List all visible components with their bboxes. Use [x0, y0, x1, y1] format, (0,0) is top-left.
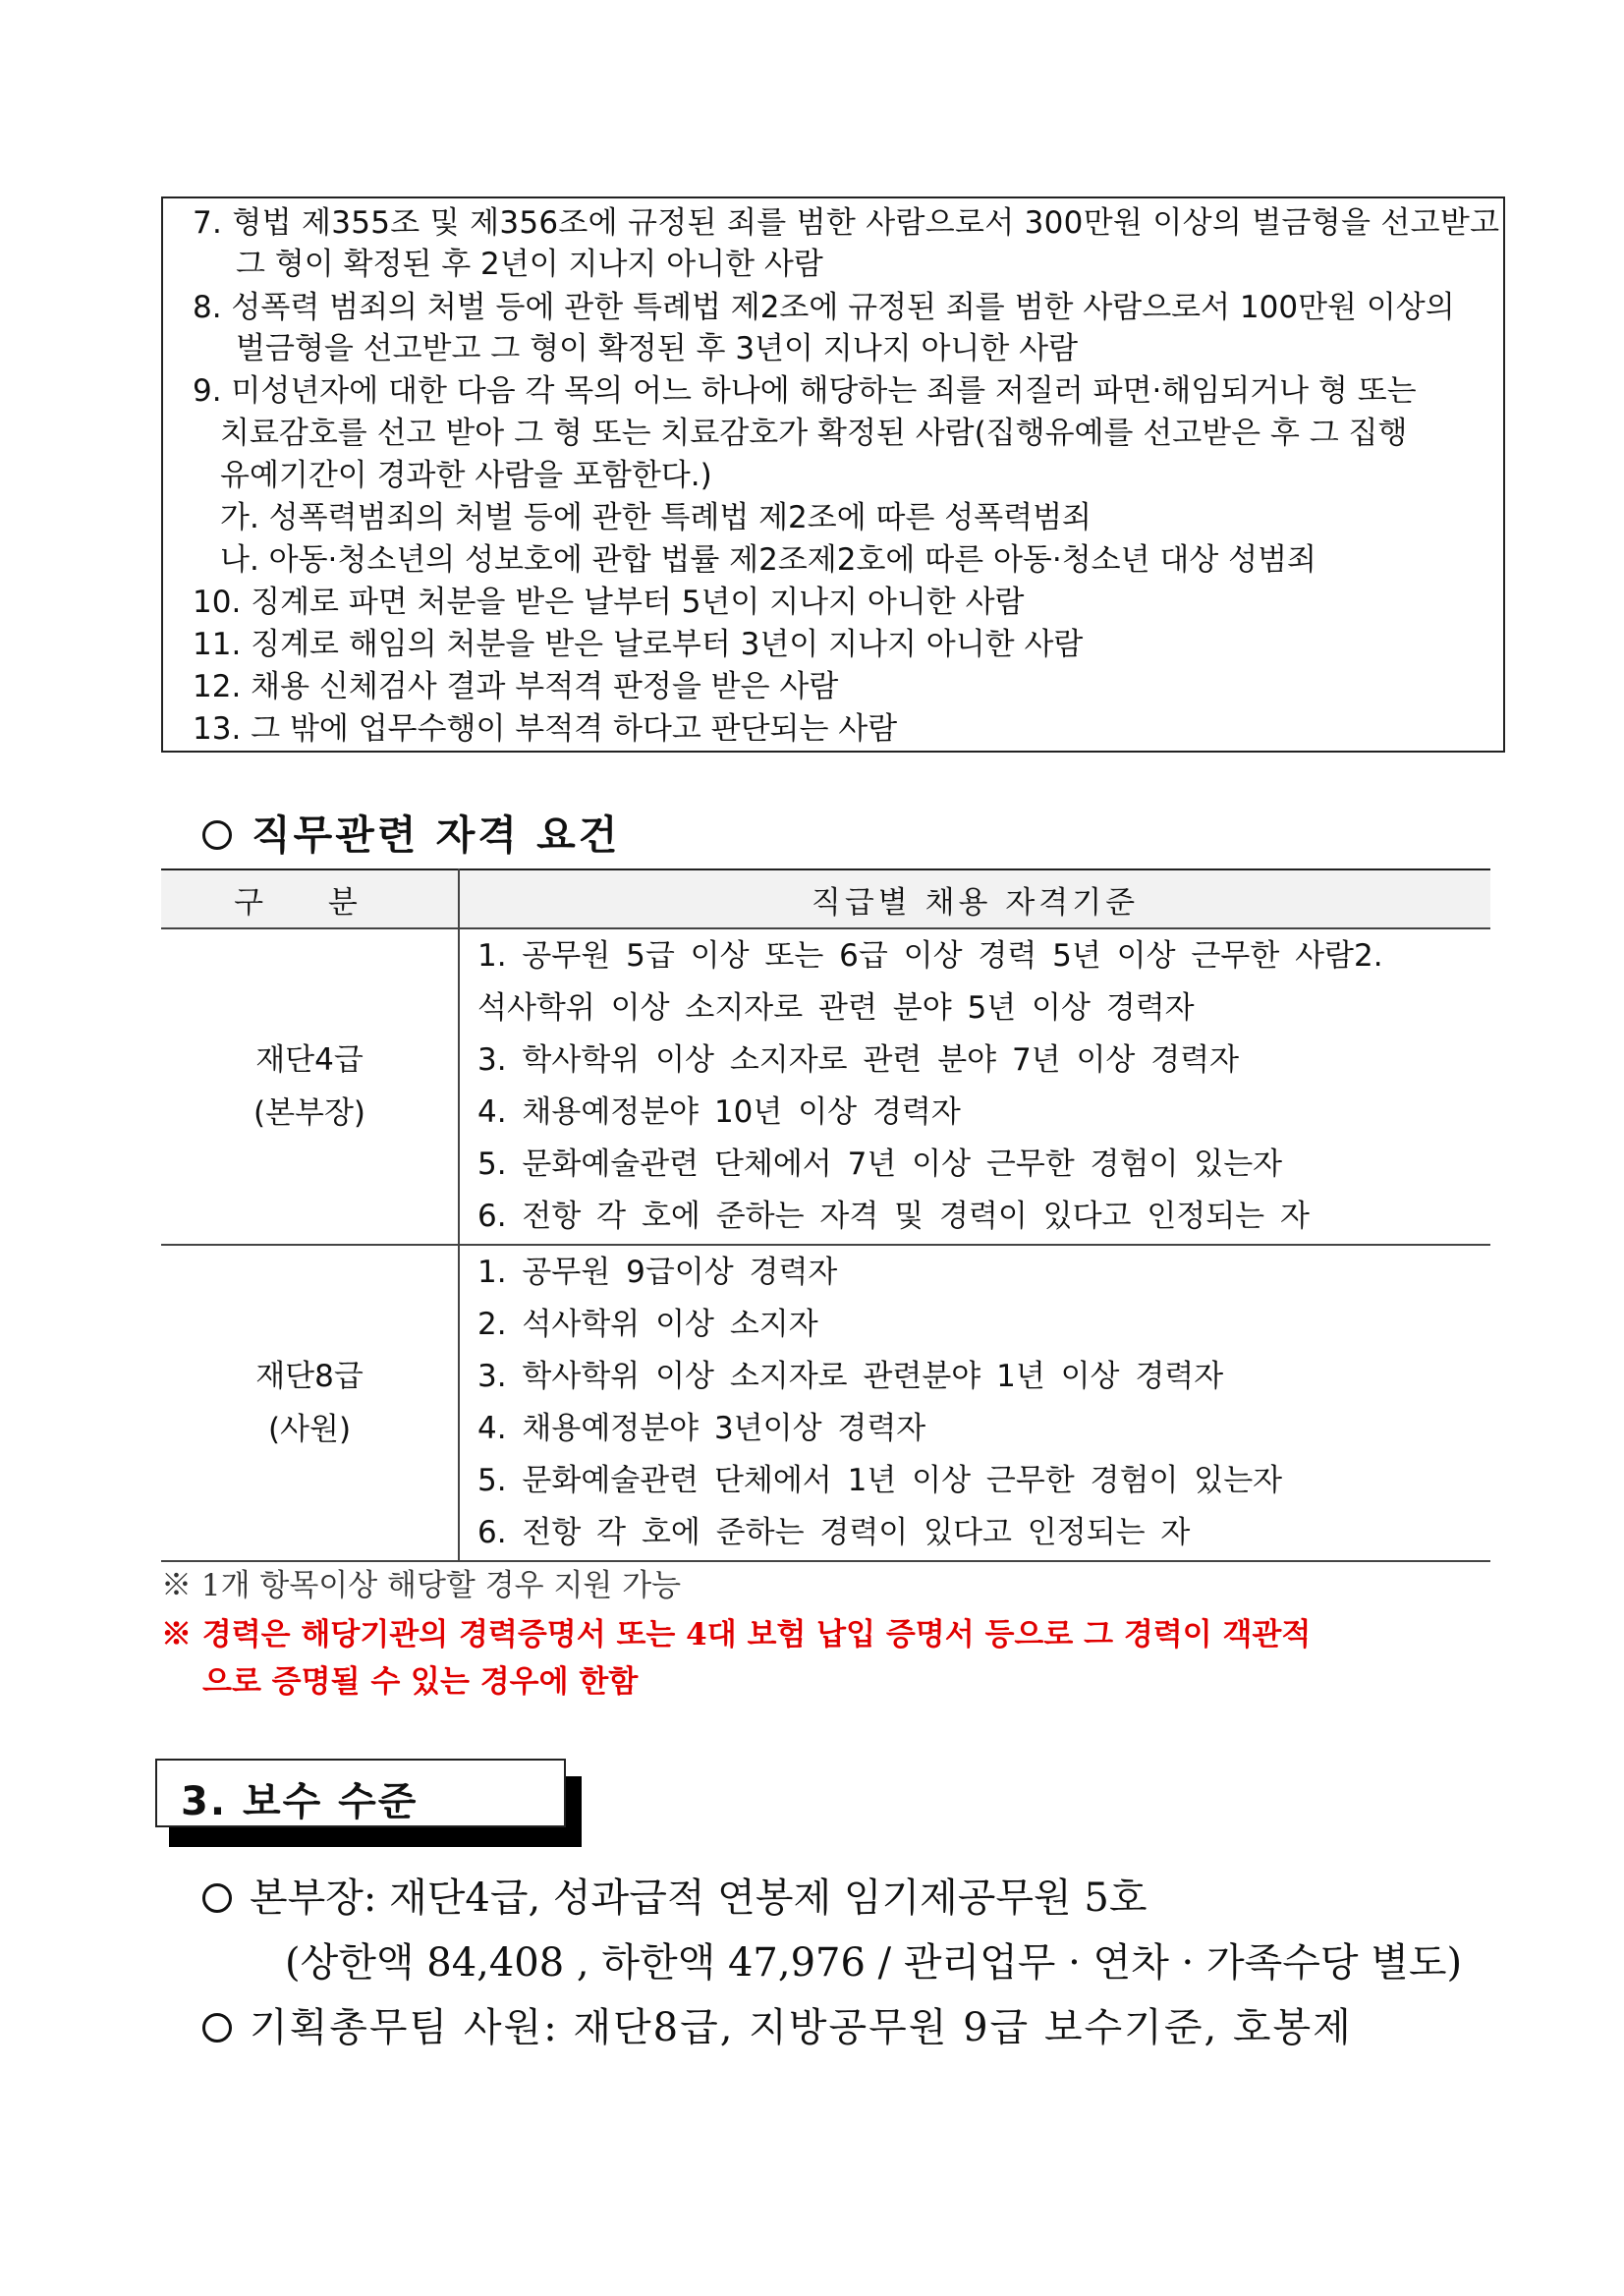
- disqualification-item-9-ga: 가. 성폭력범죄의 처벌 등에 관한 특례법 제2조에 따른 성폭력범죄: [220, 500, 1092, 535]
- column-header-category: 구 분: [161, 869, 459, 928]
- grade-role: (사원): [267, 1412, 352, 1447]
- disqualification-item-9: 9. 미성년자에 대한 다음 각 목의 어느 하나에 해당하는 죄를 저질러 파면·해임되거나 형 또는: [193, 373, 1417, 409]
- qualification-table: [161, 868, 1490, 1562]
- column-header-criteria: 직급별 채용 자격기준: [459, 869, 1490, 928]
- criteria-item: 1. 공무원 5급 이상 또는 6급 이상 경력 5년 이상 근무한 사람2.: [477, 938, 1383, 974]
- disqualification-item-11: 11. 징계로 해임의 처분을 받은 날로부터 3년이 지나지 아니한 사람: [193, 627, 1084, 662]
- circle-bullet-icon: [202, 820, 232, 850]
- criteria-cell: [459, 928, 1490, 1245]
- disqualification-item-13: 13. 그 밖에 업무수행이 부적격 하다고 판단되는 사람: [193, 711, 898, 747]
- disqualification-item-12: 12. 채용 신체검사 결과 부적격 판정을 받은 사람: [193, 669, 839, 704]
- disqualification-item-9-na: 나. 아동·청소년의 성보호에 관합 법률 제2조제2호에 따른 아동·청소년 대상 성범죄: [220, 542, 1316, 578]
- disqualification-item-7: 7. 형법 제355조 및 제356조에 규정된 죄를 범한 사람으로서 300만원 이상의 벌금형을 선고받고: [193, 205, 1500, 241]
- qualification-heading-text: 직무관련 자격 요건: [252, 812, 621, 859]
- table-row: [161, 928, 1490, 1245]
- criteria-item: 5. 문화예술관련 단체에서 7년 이상 근무한 경험이 있는자: [477, 1147, 1283, 1182]
- career-proof-note-cont: 으로 증명될 수 있는 경우에 한함: [202, 1664, 639, 1700]
- criteria-item: 3. 학사학위 이상 소지자로 관련분야 1년 이상 경력자: [477, 1359, 1224, 1394]
- circle-bullet-icon: [202, 1883, 232, 1913]
- salary-line-director: [202, 1871, 1147, 1926]
- disqualification-item-9-cont: 치료감호를 선고 받아 그 형 또는 치료감호가 확정된 사람(집행유예를 선고받은 후 그 집행: [220, 416, 1408, 451]
- salary-line-director-text: 본부장: 재단4급, 성과급적 연봉제 임기제공무원 5호: [250, 1876, 1148, 1921]
- criteria-item: 6. 전항 각 호에 준하는 경력이 있다고 인정되는 자: [477, 1515, 1191, 1550]
- criteria-item: 석사학위 이상 소지자로 관련 분야 5년 이상 경력자: [477, 990, 1195, 1026]
- salary-section-title: 3. 보수 수준: [181, 1779, 419, 1824]
- circle-bullet-icon: [202, 2013, 232, 2043]
- disqualification-item-7-cont: 그 형이 확정된 후 2년이 지나지 아니한 사람: [236, 247, 823, 282]
- disqualification-item-10: 10. 징계로 파면 처분을 받은 날부터 5년이 지나지 아니한 사람: [193, 585, 1025, 620]
- salary-line-range: (상한액 84,408 , 하한액 47,976 / 관리업무 · 연차 · 가족수당 별도): [285, 1940, 1463, 1986]
- disqualification-item-8-cont: 벌금형을 선고받고 그 형이 확정된 후 3년이 지나지 아니한 사람: [236, 331, 1079, 366]
- grade-role: (본부장): [252, 1095, 366, 1131]
- criteria-item: 4. 채용예정분야 3년이상 경력자: [477, 1411, 926, 1446]
- disqualification-item-9-cont2: 유예기간이 경과한 사람을 포함한다.): [220, 458, 712, 493]
- grade-cell: [161, 928, 459, 1245]
- table-row: [161, 1245, 1490, 1561]
- grade-label: 재단4급: [255, 1042, 364, 1078]
- grade-cell: [161, 1245, 459, 1561]
- eligibility-note: ※ 1개 항목이상 해당할 경우 지원 가능: [161, 1568, 682, 1603]
- salary-line-staff: [202, 2000, 1353, 2055]
- criteria-item: 2. 석사학위 이상 소지자: [477, 1307, 818, 1342]
- table-header-row: [161, 869, 1490, 928]
- criteria-item: 6. 전항 각 호에 준하는 자격 및 경력이 있다고 인정되는 자: [477, 1199, 1310, 1234]
- grade-label: 재단8급: [255, 1359, 364, 1394]
- criteria-item: 5. 문화예술관련 단체에서 1년 이상 근무한 경험이 있는자: [477, 1463, 1283, 1498]
- qualification-heading: [202, 810, 620, 861]
- salary-section-badge: [155, 1759, 566, 1827]
- salary-line-staff-text: 기획총무팀 사원: 재단8급, 지방공무원 9급 보수기준, 호봉제: [250, 2005, 1353, 2050]
- career-proof-note: ※ 경력은 해당기관의 경력증명서 또는 4대 보험 납입 증명서 등으로 그 경력이 객관적: [161, 1617, 1312, 1652]
- criteria-item: 4. 채용예정분야 10년 이상 경력자: [477, 1094, 961, 1130]
- disqualification-item-8: 8. 성폭력 범죄의 처벌 등에 관한 특례법 제2조에 규정된 죄를 범한 사람으로서 100만원 이상의: [193, 290, 1455, 325]
- criteria-item: 3. 학사학위 이상 소지자로 관련 분야 7년 이상 경력자: [477, 1042, 1240, 1078]
- criteria-cell: [459, 1245, 1490, 1561]
- criteria-item: 1. 공무원 9급이상 경력자: [477, 1255, 838, 1290]
